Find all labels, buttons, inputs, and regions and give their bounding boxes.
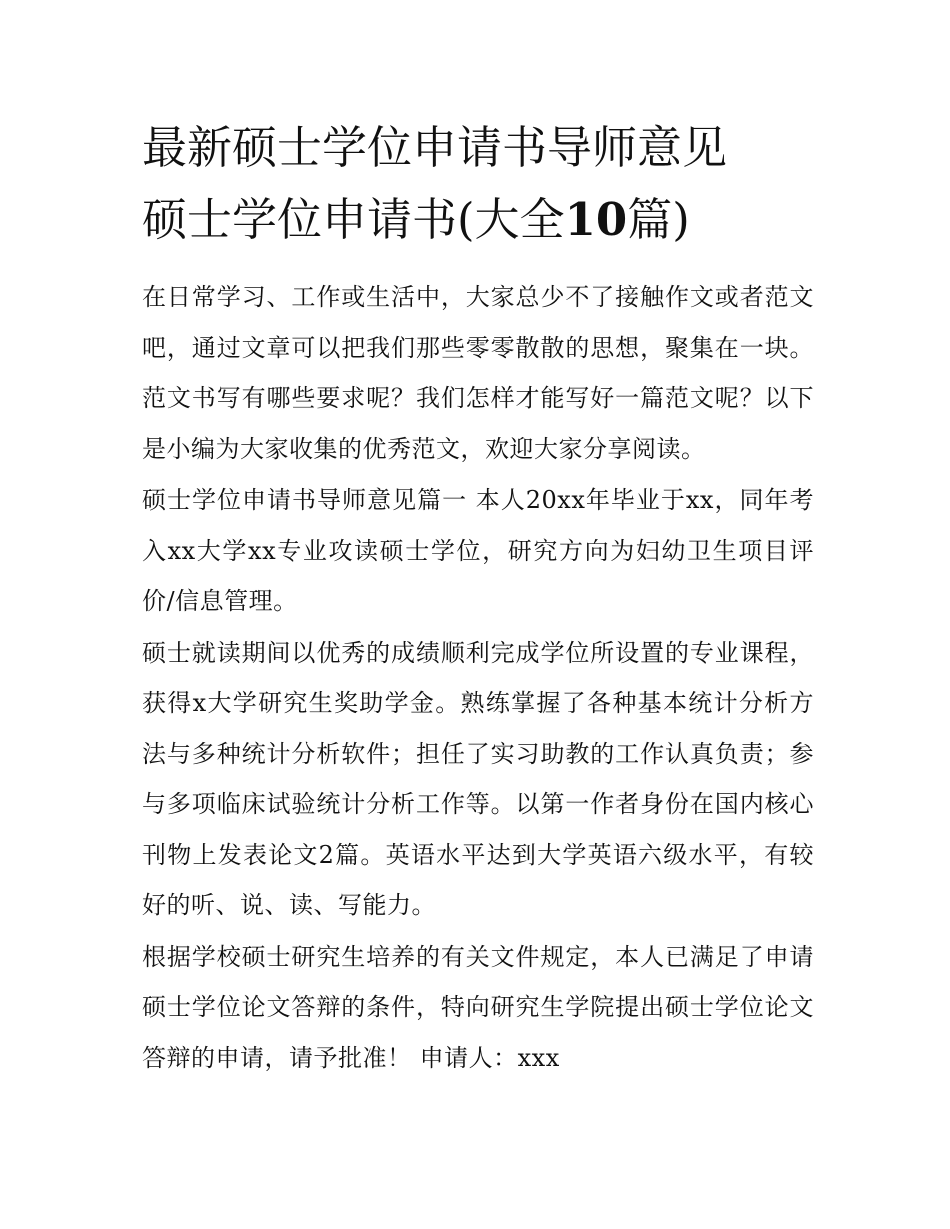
title-line-2-part-2: 篇) — [627, 193, 690, 246]
intro-paragraph: 在日常学习、工作或生活中，大家总少不了接触作文或者范文吧，通过文章可以把我们那些零零散散的思想，聚集在一块。范文书写有哪些要求呢？我们怎样才能写好一篇范文呢？以下是小编为大家收集的优秀范文，欢迎大家分享阅读。 — [142, 283, 814, 463]
body-paragraph-2: 硕士就读期间以优秀的成绩顺利完成学位所设置的专业课程，获得x大学研究生奖助学金。熟练掌握了各种基本统计分析方法与多种统计分析软件；担任了实习助教的工作认真负责；参与多项临床试验统计分析工作等。以第一作者身份在国内核心刊物上发表论文2篇。英语水平达到大学英语六级水平，有较好的听、说、读、写能力。 — [142, 638, 814, 919]
document-page — [142, 112, 814, 1084]
title-line-2-number: 10 — [564, 193, 628, 246]
body-paragraph-1: 硕士学位申请书导师意见篇一 本人20xx年毕业于xx，同年考入xx大学xx专业攻读硕士学位，研究方向为妇幼卫生项目评价/信息管理。 — [142, 486, 814, 615]
title-line-1: 最新硕士学位申请书导师意见 — [142, 121, 728, 174]
body-paragraph-3: 根据学校硕士研究生培养的有关文件规定，本人已满足了申请硕士学位论文答辩的条件，特向研究生学院提出硕士学位论文答辩的申请，请予批准！ 申请人：xxx — [142, 942, 814, 1072]
document-title — [142, 112, 814, 256]
title-line-2-part-1: 硕士学位申请书(大全 — [142, 193, 565, 246]
